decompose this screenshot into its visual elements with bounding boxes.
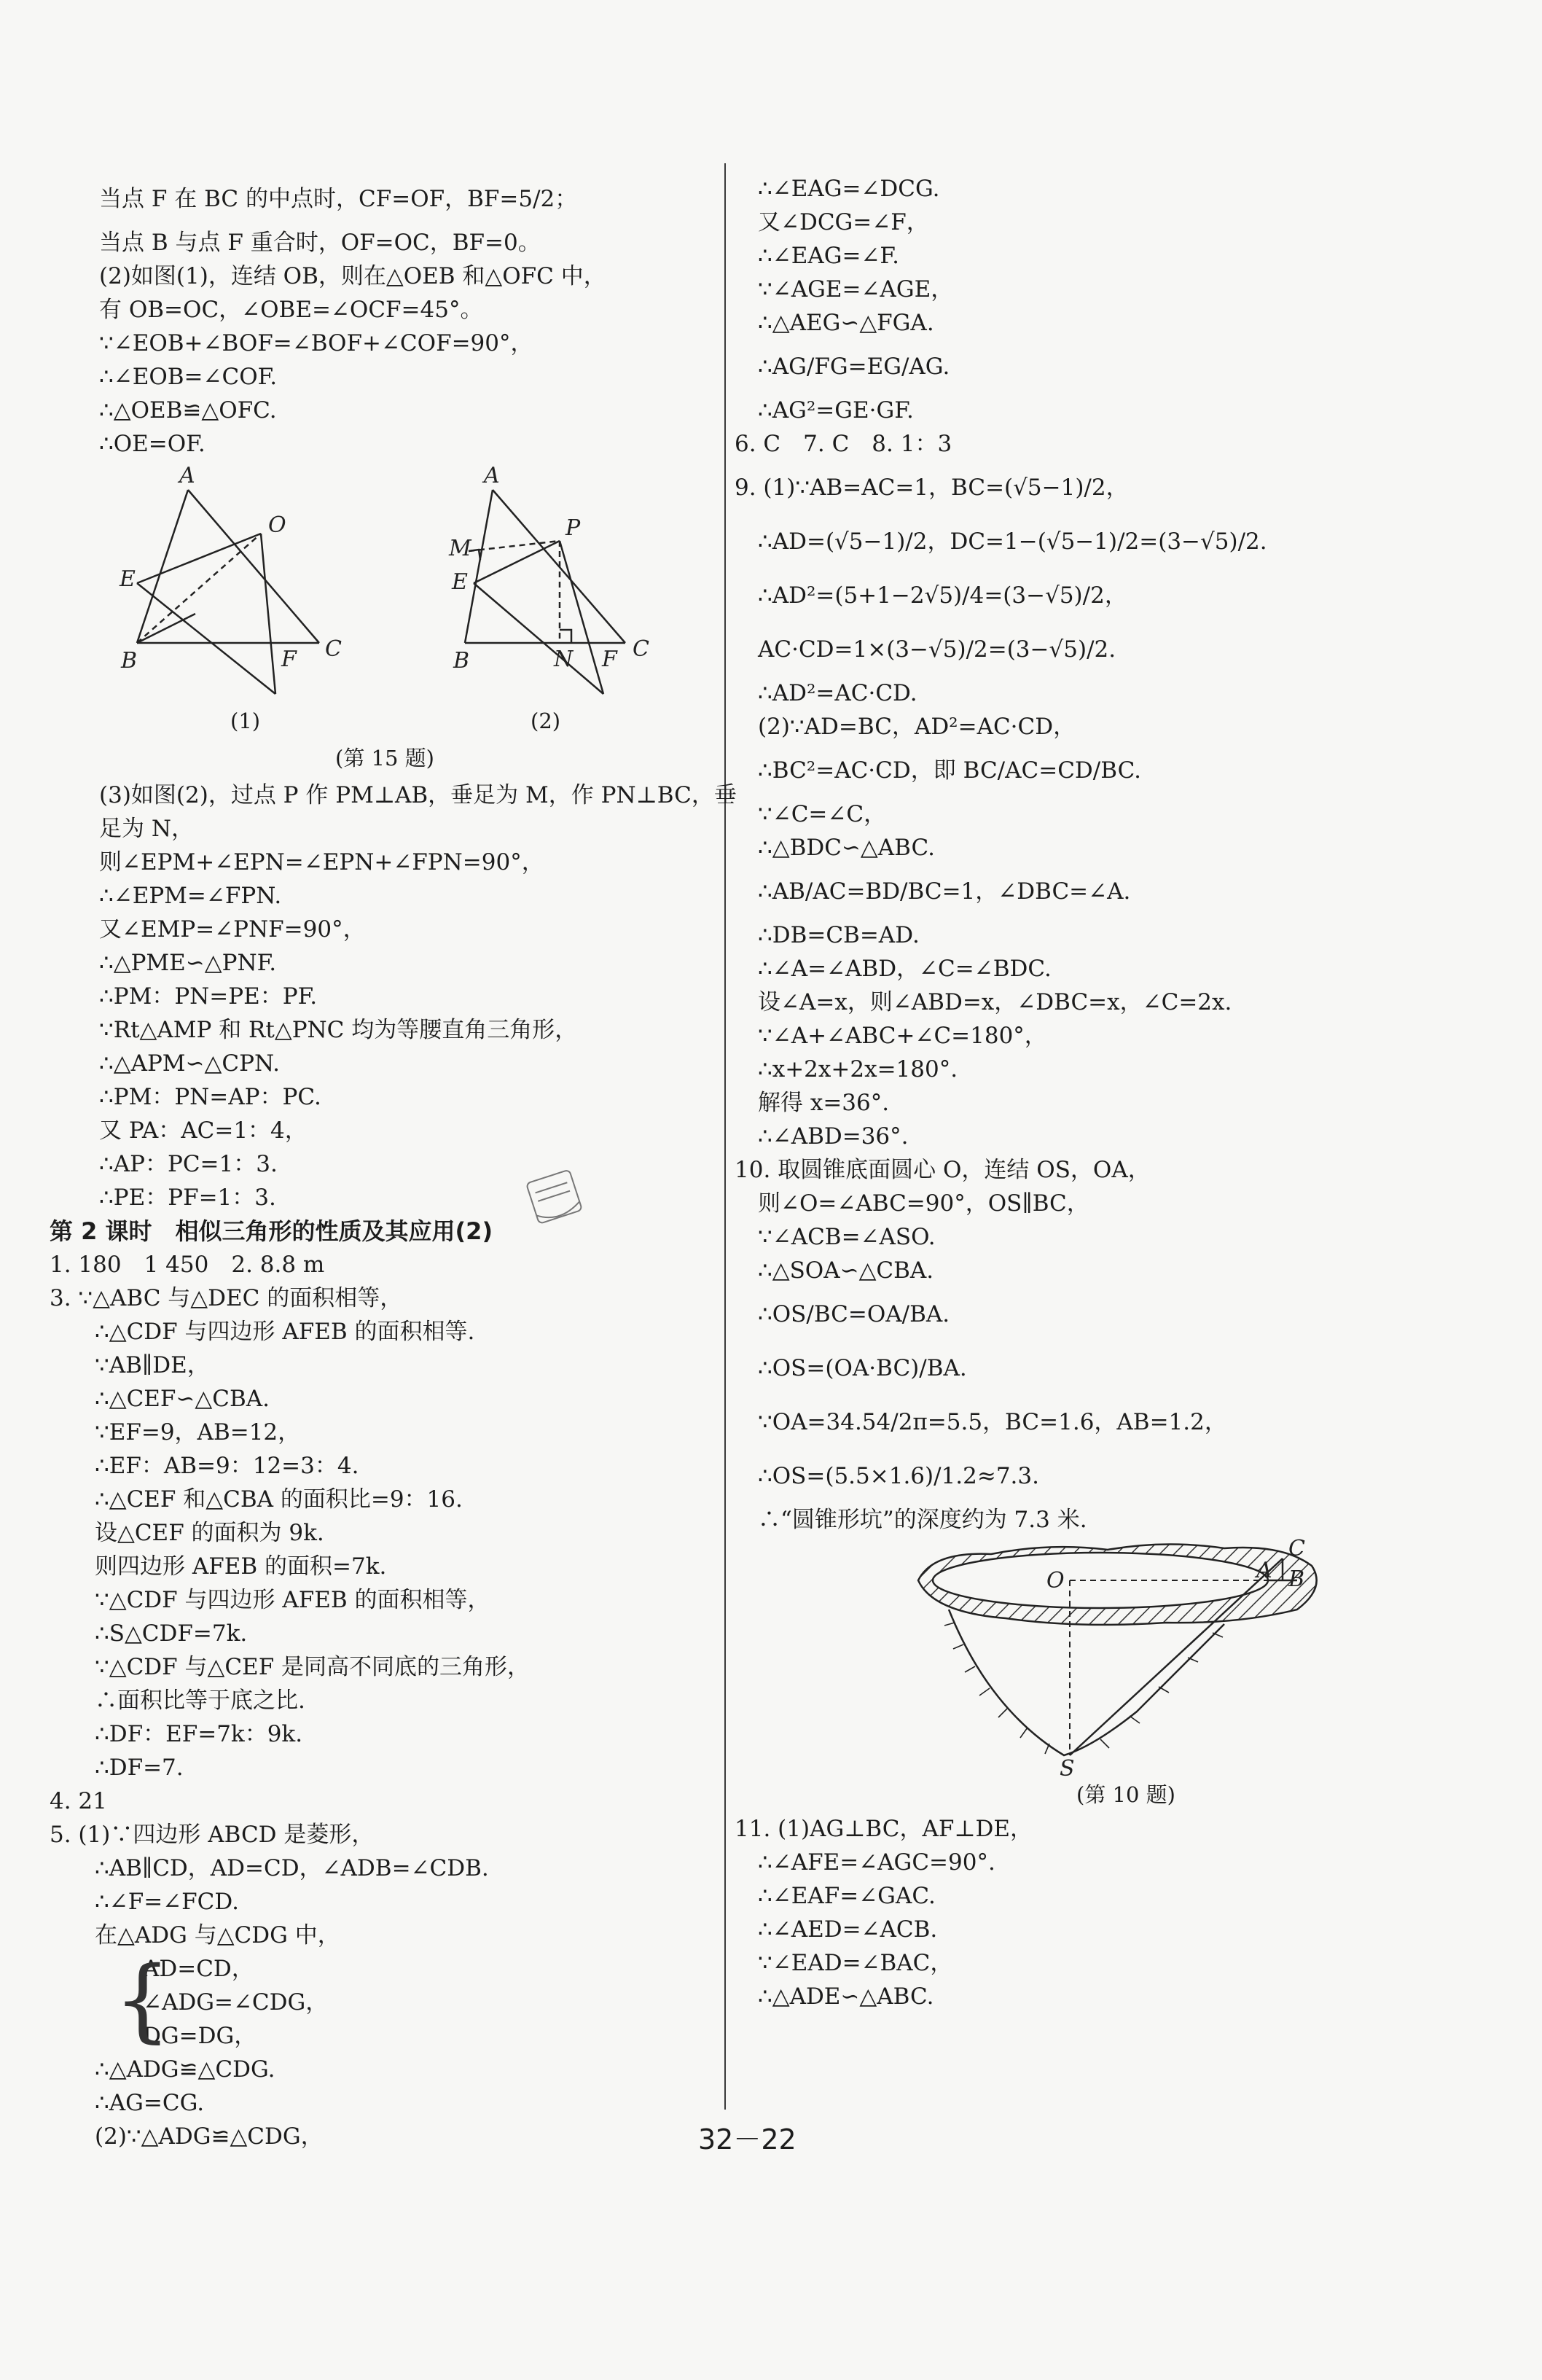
answer-line: ∴x+2x+2x=180°. [758,1056,958,1082]
answer-line: (3)如图(2)，过点 P 作 PM⊥AB，垂足为 M，作 PN⊥BC，垂 [99,782,737,808]
answer-line: 足为 N， [99,816,194,842]
section-heading: 第 2 课时 相似三角形的性质及其应用(2) [50,1217,493,1245]
answer-line: 则四边形 AFEB 的面积=7k. [95,1553,387,1580]
answer-line: ∴PE：PF=1：3. [99,1185,276,1211]
answer-line: ∴OS=(OA·BC)/BA. [758,1355,967,1381]
fig10-label: B [1288,1566,1305,1592]
answer-line: ∵AB∥DE， [95,1352,210,1378]
answer-line: ∵∠AGE=∠AGE， [758,276,954,303]
answer-line: ∴AG²=GE·GF. [758,397,914,424]
answer-line: ∴△CDF 与四边形 AFEB 的面积相等. [95,1319,475,1345]
fig10-label: S [1060,1756,1075,1777]
answer-line: ∴AD²=AC·CD. [758,680,917,706]
answer-line: 有 OB=OC，∠OBE=∠OCF=45°。 [99,297,483,323]
answer-line: ∵EF=9，AB=12， [95,1419,301,1445]
fig15-label: E [452,569,468,595]
fig15-label: F [281,647,297,672]
answer-line: ∴OS/BC=OA/BA. [758,1301,950,1327]
fig10-label: O [1046,1568,1065,1593]
left-column [50,172,737,2153]
answer-line: 又∠EMP=∠PNF=90°， [99,916,366,943]
answer-line: 当点 B 与点 F 重合时，OF=OC，BF=0。 [99,230,541,256]
answer-line: ∴DB=CB=AD. [758,922,920,948]
fig15-label: A [484,463,500,488]
answer-line: ∵△CDF 与四边形 AFEB 的面积相等， [95,1587,490,1613]
answer-line: ∴∠EAG=∠DCG. [758,176,940,202]
answer-line: ∴EF：AB=9：12=3：4. [95,1453,359,1479]
answer-line: ∴S△CDF=7k. [95,1620,248,1647]
answer-line: ∴AG=CG. [95,2090,205,2116]
answer-line: ∴PM：PN=PE：PF. [99,983,318,1010]
answer-line: ∴∠A=∠ABD，∠C=∠BDC. [758,956,1052,982]
answer-line: ∵∠A+∠ABC+∠C=180°， [758,1023,1047,1049]
answer-line: ∴∠EAF=∠GAC. [758,1883,936,1909]
answer-line: ∴△ADG≌△CDG. [95,2056,275,2083]
figure-15-diagrams [50,461,705,709]
answer-line: ∵△CDF 与△CEF 是同高不同底的三角形， [95,1654,531,1680]
answer-line: ∴△CEF 和△CBA 的面积比=9：16. [95,1486,463,1513]
answer-line: ∵∠EAD=∠BAC， [758,1950,953,1976]
answer-line: ∴AB/AC=BD/BC=1，∠DBC=∠A. [758,878,1131,905]
column-divider [724,163,726,2110]
answer-line: ∴∠EOB=∠COF. [99,364,278,390]
answer-line: ∵∠ACB=∠ASO. [758,1224,936,1250]
page-number: 32－22 [698,2123,797,2155]
answer-line: ∴∠AFE=∠AGC=90°. [758,1849,995,1876]
right-column [735,172,1494,2013]
fig15-label: P [565,515,581,541]
answer-line: 设∠A=x，则∠ABD=x，∠DBC=x，∠C=2x. [758,989,1232,1015]
answer-line: ∴△ADE∽△ABC. [758,1983,934,2010]
fig15-sub1: (1) [230,709,261,733]
answer-line: ∵Rt△AMP 和 Rt△PNC 均为等腰直角三角形， [99,1017,578,1043]
answer-line: 则∠EPM+∠EPN=∠EPN+∠FPN=90°， [99,849,544,875]
answer-line: ∴∠F=∠FCD. [95,1889,239,1915]
answer-line: ∴AD=(√5−1)/2，DC=1−(√5−1)/2=(3−√5)/2. [758,528,1267,555]
answer-line: AC·CD=1×(3−√5)/2=(3−√5)/2. [758,636,1116,663]
answer-line: 则∠O=∠ABC=90°，OS∥BC， [758,1190,1089,1217]
answer-line: ∴OE=OF. [99,431,206,457]
fig15-label: O [268,512,286,538]
answer-line: ∴△APM∽△CPN. [99,1050,280,1077]
answer-line: ∴AP：PC=1：3. [99,1151,278,1177]
fig15-label: B [121,648,138,674]
answer-line: 在△ADG 与△CDG 中， [95,1922,340,1948]
fig15-label: C [633,636,649,662]
brace-glyph: { [114,1948,171,2053]
fig15-label: C [325,636,342,662]
answer-line: 10. 取圆锥底面圆心 O，连结 OS，OA， [735,1157,1151,1183]
answer-line: ∴OS=(5.5×1.6)/1.2≈7.3. [758,1463,1039,1489]
answer-line: ∵∠EOB+∠BOF=∠BOF+∠COF=90°， [99,330,533,356]
answer-line: 解得 x=36°. [758,1090,890,1116]
figure-15 [50,461,705,709]
answer-line: ∴DF=7. [95,1755,184,1781]
answer-line: ∴∠AED=∠ACB. [758,1916,938,1943]
answer-line: AD=CD， [143,1956,254,1982]
answer-line: ∴面积比等于底之比. [95,1688,305,1714]
answer-line: 当点 F 在 BC 的中点时，CF=OF，BF=5/2； [99,186,578,212]
answer-line: 3. ∵△ABC 与△DEC 的面积相等， [50,1285,403,1311]
answer-line: 5. (1)∵四边形 ABCD 是菱形， [50,1822,375,1848]
answer-line: ∴AG/FG=EG/AG. [758,354,950,380]
fig15-caption: (第 15 题) [335,746,434,770]
answer-line: (2)∵AD=BC，AD²=AC·CD， [758,714,1076,740]
answer-line: ∴“圆锥形坑”的深度约为 7.3 米. [758,1507,1087,1533]
answer-line: ∴BC²=AC·CD，即 BC/AC=CD/BC. [758,757,1142,784]
answer-line: ∴AD²=(5+1−2√5)/4=(3−√5)/2， [758,582,1127,609]
figure-15-sublabels [50,709,705,738]
answer-line: ∴△PME∽△PNF. [99,950,277,976]
fig15-sub2: (2) [531,709,561,733]
answer-line: ∴∠EAG=∠F. [758,243,899,269]
answer-line: ∴AB∥CD，AD=CD，∠ADB=∠CDB. [95,1855,489,1881]
figure-10 [758,1537,1487,1777]
answer-line: DG=DG， [143,2023,257,2049]
fig10-label: A [1256,1558,1272,1583]
answer-line: 6. C 7. C 8. 1：3 [735,431,952,457]
fig15-label: A [179,463,195,488]
answer-line: 9. (1)∵AB=AC=1，BC=(√5−1)/2， [735,475,1129,501]
fig15-label: B [453,648,470,674]
stamp-logo [516,1165,596,1230]
fig15-label: M [449,536,471,561]
answer-line: ∴△BDC∽△ABC. [758,835,935,861]
answer-line: 设△CEF 的面积为 9k. [95,1520,324,1546]
answer-line: 又 PA：AC=1：4， [99,1117,308,1144]
answer-line: ∴△AEG∽△FGA. [758,310,934,336]
answer-line: 又∠DCG=∠F， [758,209,929,235]
answer-line: ∴∠EPM=∠FPN. [99,883,282,909]
answer-line: 4. 21 [50,1788,107,1814]
answer-line: ∵∠C=∠C， [758,801,887,827]
fig15-label: F [602,647,617,672]
figure-10-cone-pit [758,1537,1487,1777]
answer-line: (2)如图(1)，连结 OB，则在△OEB 和△OFC 中， [99,263,606,289]
fig15-label: N [554,647,574,672]
fig10-label: C [1288,1537,1305,1561]
answer-line: 1. 180 1 450 2. 8.8 m [50,1252,325,1278]
answer-line: ∴△OEB≌△OFC. [99,397,277,424]
answer-line: (2)∵△ADG≌△CDG， [95,2123,324,2150]
answer-line: ∴∠ABD=36°. [758,1123,909,1150]
answer-line: ∴△CEF∽△CBA. [95,1386,270,1412]
answer-line: ∠ADG=∠CDG， [143,1989,329,2016]
fig15-label: E [120,566,136,592]
answer-line: 11. (1)AG⊥BC，AF⊥DE， [735,1816,1033,1842]
congruence-system [50,1948,705,2053]
answer-line: ∴△SOA∽△CBA. [758,1257,934,1284]
answer-line: ∵OA=34.54/2π=5.5，BC=1.6，AB=1.2， [758,1409,1227,1435]
fig10-caption: (第 10 题) [1076,1782,1175,1807]
answer-line: ∴PM：PN=AP：PC. [99,1084,321,1110]
answer-line: ∴DF：EF=7k：9k. [95,1721,303,1747]
